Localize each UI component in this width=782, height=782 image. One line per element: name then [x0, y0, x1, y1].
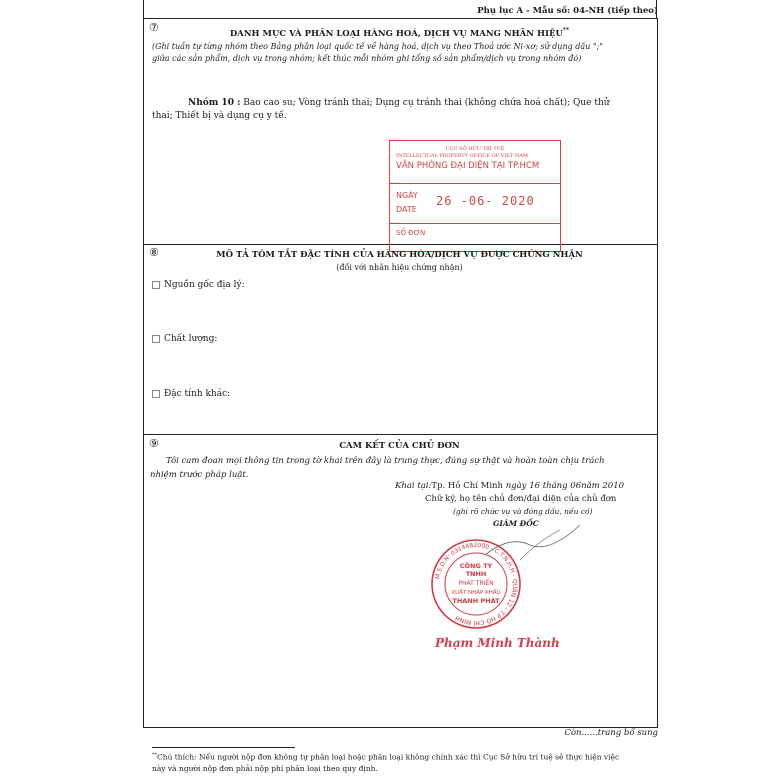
section-7-title: DANH MỤC VÀ PHÂN LOẠI HÀNG HOÁ, DỊCH VỤ MANG NHÃN HIỆU** [229, 27, 570, 39]
seal-line-2: TNHH [465, 570, 487, 578]
section-8-number: ⑧ [149, 246, 159, 259]
footnote-line-1: **Chú thích: Nếu người nộp đơn không tự phân loại hoặc phân loại không chính xác thì Cục Sở hữu trí tuệ sẽ thực hiện việc [152, 752, 620, 762]
appendix-header: Phụ lục A - Mẫu số: 04-NH (tiếp theo) [477, 6, 658, 16]
section-7-instruction-1: (Ghi tuần tự từng nhóm theo Bảng phân loại quốc tế về hàng hoá, dịch vụ theo Thoả ước Ni-xơ; sử dụng dấu ";" [152, 42, 604, 51]
section-8-title: MÔ TẢ TÓM TẮT ĐẶC TÍNH CỦA HÀNG HÓA/DỊCH VỤ ĐƯỢC CHỨNG NHẬN [216, 250, 583, 260]
group-10-label: Nhóm 10 : [188, 98, 241, 108]
stamp-line-1: CỤC SỞ HỮU TRÍ TUỆ [445, 146, 505, 152]
commitment-line-2: nhiệm trước pháp luật. [150, 470, 249, 480]
signature-label: Chữ ký, họ tên chủ đơn/đại diện của chủ đơn [425, 494, 617, 504]
group-10-line-2: thai; Thiết bị và dụng cụ y tế. [152, 111, 287, 121]
section-9-number: ⑨ [149, 437, 159, 450]
footnote-divider [152, 747, 295, 748]
checkbox-icon[interactable] [152, 390, 160, 398]
stamp-line-3: VĂN PHÒNG ĐẠI DIỆN TẠI TP.HCM [396, 161, 540, 171]
stamp-date-label-en: DATE [396, 205, 417, 214]
seal-line-5: THANH PHÁT [452, 597, 500, 605]
seal-line-3: PHÁT TRIỂN [458, 580, 494, 587]
section-7-number: ⑦ [149, 21, 159, 34]
group-10-line-1: Nhóm 10 : Bao cao su; Vòng tránh thai; Dụng cụ tránh thai (không chứa hoá chất); Que thử [188, 98, 610, 108]
stamp-line-2: INTELLECTUAL PROPERTY OFFICE OF VIET NAM [396, 153, 529, 159]
stamp-number-label: SỐ ĐƠN [396, 229, 426, 237]
position-title: GIÁM ĐỐC [493, 519, 539, 528]
characteristic-item: Đặc tính khác: [152, 387, 230, 401]
form-frame [143, 18, 658, 728]
section-7-instruction-2: giữa các sản phẩm, dịch vụ trong nhóm; kết thúc mỗi nhóm ghi tổng số sản phẩm/dịch vụ trong nhóm đó) [152, 54, 582, 63]
seal-line-1: CÔNG TY [459, 562, 493, 570]
frame-top-left-edge [143, 0, 144, 18]
stamp-date-value: 26 -06- 2020 [436, 194, 535, 208]
checkbox-icon[interactable] [152, 281, 160, 289]
checkbox-icon[interactable] [152, 335, 160, 343]
signer-name: Phạm Minh Thành [435, 636, 560, 650]
footnote-line-2: này và người nộp đơn phải nộp phí phân loại theo quy định. [152, 764, 378, 773]
receipt-stamp [389, 140, 561, 252]
company-seal-icon [430, 538, 522, 630]
stamp-date-label-vi: NGÀY [396, 191, 418, 200]
characteristic-item: Nguồn gốc địa lý: [152, 278, 245, 292]
section-divider-9 [143, 434, 657, 435]
characteristic-item: Chất lượng: [152, 332, 217, 346]
section-9-title: CAM KẾT CỦA CHỦ ĐƠN [339, 441, 460, 451]
signature-note: (ghi rõ chức vụ và đóng dấu, nếu có) [453, 507, 593, 516]
commitment-line-1: Tôi cam đoan mọi thông tin trong tờ khai trên đây là trung thực, đúng sự thật và hoàn toàn chịu trách [166, 456, 605, 466]
seal-ring-text: M.S.D.N: 0314482000 - C.T.N.H.H - QUẬN 12 - T.P HỒ CHÍ MINH [434, 541, 519, 627]
continuation-note: Còn......trang bổ sung [564, 728, 658, 738]
seal-line-4: XUẤT NHẬP KHẨU [451, 590, 501, 596]
declaration-place-date: Khai tại:Tp. Hồ Chí Minh ngày 16 tháng 06năm 2010 [395, 481, 625, 491]
frame-top-right-edge [656, 0, 657, 18]
section-8-subtitle: (đối với nhãn hiệu chứng nhận) [336, 263, 463, 272]
